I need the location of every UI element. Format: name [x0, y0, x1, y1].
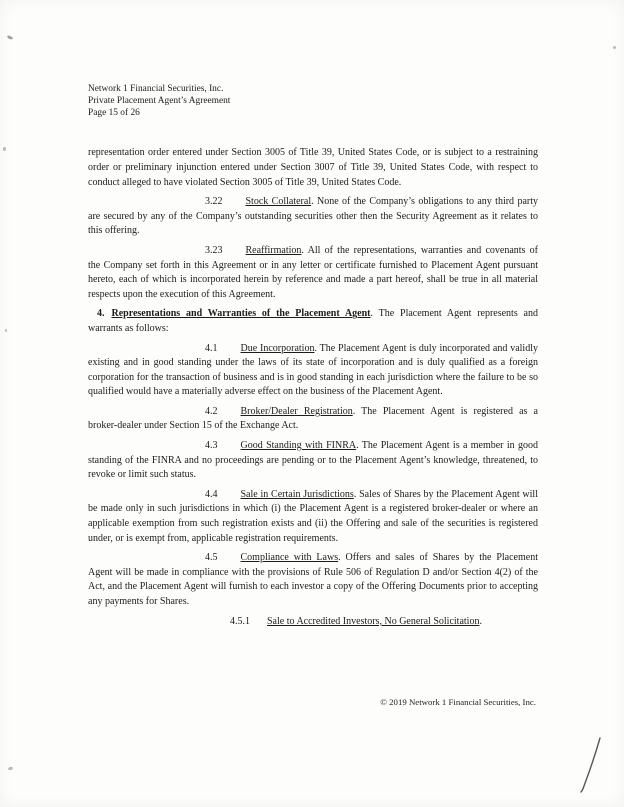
- section-number: 4.5: [205, 552, 218, 564]
- pen-stroke-icon: [578, 736, 604, 794]
- scan-artifact: [5, 329, 7, 332]
- page-header: [88, 84, 538, 119]
- section-4-5-1: [88, 615, 538, 630]
- scan-artifact: [613, 46, 616, 49]
- section-number: 4.1: [205, 342, 218, 354]
- header-company-name: Network 1 Financial Securities, Inc.: [88, 84, 224, 94]
- section-text: . The Placement Agent represents and warrants as follows:: [88, 308, 538, 334]
- header-page-number: Page 15 of 26: [88, 107, 140, 118]
- scan-artifact: [7, 35, 14, 40]
- section-3-22: [88, 195, 538, 239]
- scan-artifact: [8, 766, 14, 770]
- header-document-title: Private Placement Agent’s Agreement: [88, 95, 231, 106]
- section-number: 4.2: [205, 405, 218, 417]
- section-title: Representations and Warranties of the Placement Agent: [111, 308, 371, 320]
- section-title: Broker/Dealer Registration: [240, 405, 353, 417]
- paragraph-continuation: representation order entered under Section 3005 of Title 39, United States Code, or is subject to a restraining order or preliminary injunction entered under Section 3007 of Title 39, United States Code, with respect to conduct alleged to have violated Section 3005 of Title 39, United States Code.: [88, 147, 538, 188]
- section-4: [88, 307, 538, 336]
- section-number: 4.: [97, 308, 105, 320]
- section-text: . All of the representations, warranties and covenants of the Company set forth in this Agreement or in any letter or certificate furnished to Placement Agent pursuant hereto, each of which is incorporated herein by reference and made a part hereof, shall be true in all material respects upon the execution of this Agreement.: [88, 244, 538, 300]
- section-title: Sale to Accredited Investors, No General Solicitation: [267, 615, 480, 627]
- section-4-1: [88, 342, 538, 400]
- section-title: Sale in Certain Jurisdictions: [240, 488, 354, 500]
- section-text: .: [479, 615, 482, 627]
- section-text: . The Placement Agent is duly incorporated and validly existing and in good standing under the laws of its state of incorporation and is duly qualified as a foreign corporation for the transaction of business and is in good standing in each jurisdiction where the failure to be so qualified would have a materially adverse effect on the business of the Placement Agent.: [88, 342, 538, 398]
- section-4-4: [88, 488, 538, 546]
- section-4-5: [88, 551, 538, 609]
- section-title: Stock Collateral: [245, 196, 312, 208]
- section-number: 3.23: [205, 244, 223, 256]
- section-title: Due Incorporation: [240, 342, 315, 354]
- section-number: 4.3: [205, 440, 218, 452]
- section-number: 4.5.1: [230, 615, 250, 627]
- scan-artifact: [3, 147, 6, 151]
- section-4-2: [88, 405, 538, 434]
- document-content: [88, 84, 538, 634]
- section-text: . Sales of Shares by the Placement Agent will be made only in such jurisdictions in which (i) the Placement Agent is a registered broker-dealer or where an applicable exemption from such registration exists and (ii) the Offering and sale of the securities is registered under, or is exempt from, applicable registration requirements.: [88, 488, 538, 544]
- copyright-notice: © 2019 Network 1 Financial Securities, Inc.: [380, 697, 536, 707]
- section-number: 4.4: [205, 488, 218, 500]
- handwritten-pen-mark: [578, 736, 604, 794]
- section-3-23: [88, 244, 538, 302]
- section-text: . The Placement Agent is registered as a broker-dealer under Section 15 of the Exchange Act.: [88, 405, 538, 432]
- section-number: 3.22: [205, 196, 223, 208]
- section-text: . None of the Company’s obligations to any third party are secured by any of the Company’s outstanding securities other then the Security Agreement as it relates to this offering.: [88, 196, 538, 237]
- section-text: . The Placement Agent is a member in good standing of the FINRA and no proceedings are pending or to the Placement Agent’s knowledge, threatened, to revoke or limit such status.: [88, 440, 538, 481]
- section-title: Reaffirmation: [245, 244, 302, 256]
- section-title: Compliance with Laws: [240, 552, 339, 564]
- section-text: . Offers and sales of Shares by the Placement Agent will be made in compliance with the provisions of Rule 506 of Regulation D and/or Section 4(2) of the Act, and the Placement Agent will furnish to each investor a copy of the Offering Documents prior to accepting any payments for Shares.: [88, 552, 538, 608]
- section-title: Good Standing with FINRA: [240, 440, 357, 452]
- section-4-3: [88, 439, 538, 483]
